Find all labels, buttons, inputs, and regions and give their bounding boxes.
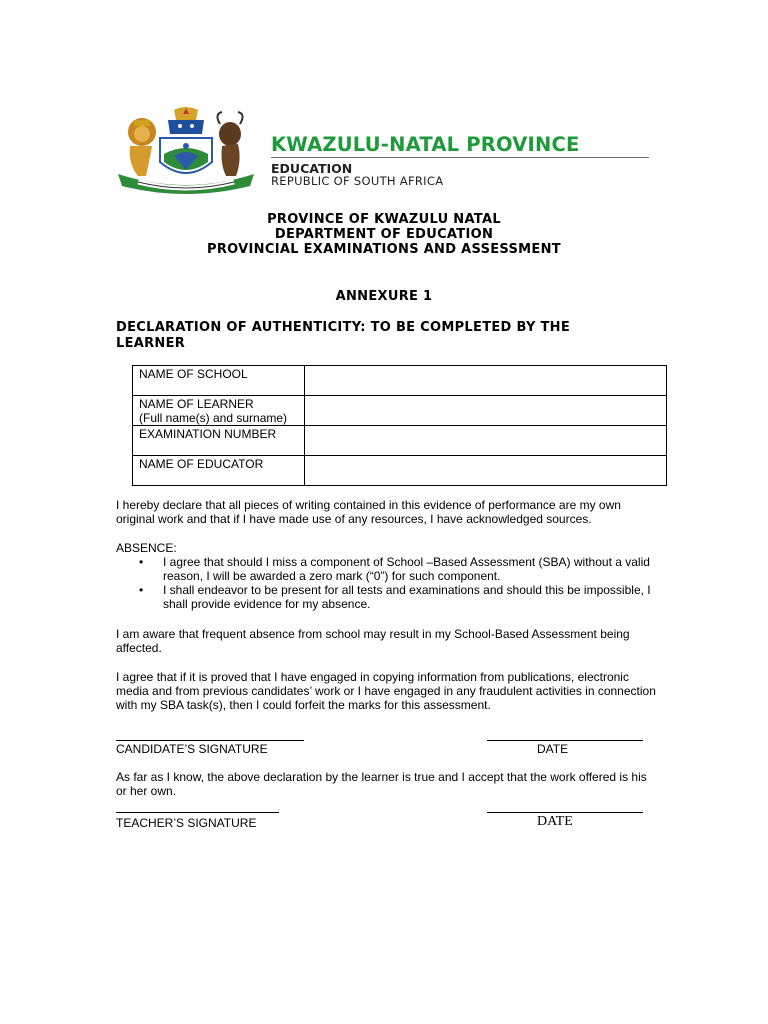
learner-name-sublabel: (Full name(s) and surname) <box>139 411 288 425</box>
heading-province: PROVINCE OF KWAZULU NATAL <box>267 212 501 227</box>
educator-name-label: NAME OF EDUCATOR <box>133 456 305 486</box>
exam-number-label: EXAMINATION NUMBER <box>133 426 305 456</box>
candidate-signature-label: CANDIDATE’S SIGNATURE <box>116 742 268 756</box>
list-item: • I agree that should I miss a component of School –Based Assessment (SBA) without a valid reason, I will be awarded a zero mark (“0”) for such component. <box>139 555 650 583</box>
teacher-signature-label: TEACHER’S SIGNATURE <box>116 816 257 830</box>
table-row <box>133 426 667 456</box>
teacher-date-line[interactable] <box>487 812 643 813</box>
absence-heading: ABSENCE: <box>116 541 177 555</box>
candidate-signature-line[interactable] <box>116 740 304 741</box>
table-row <box>133 396 667 426</box>
declaration-paragraph: I hereby declare that all pieces of writing contained in this evidence of performance are my own original work and that if I have made use of any resources, I have acknowledged sources. <box>116 498 621 526</box>
bullet-icon: • <box>139 583 144 597</box>
exam-number-field[interactable] <box>305 426 667 456</box>
school-name-label: NAME OF SCHOOL <box>133 366 305 396</box>
learner-info-table <box>132 365 667 486</box>
copying-paragraph: I agree that if it is proved that I have engaged in copying information from publications, electronic media and from previous candidates’ work or I have engaged in any fraudulent activities in connection with my SBA task(s), then I could forfeit the marks for this assessment. <box>116 670 656 712</box>
absence-list <box>116 555 656 611</box>
table-row <box>133 366 667 396</box>
candidate-date-label: DATE <box>537 742 569 756</box>
declaration-title: DECLARATION OF AUTHENTICITY: TO BE COMPLETED BY THE LEARNER <box>116 320 571 351</box>
heading-department: DEPARTMENT OF EDUCATION <box>274 227 494 242</box>
list-item: • I shall endeavor to be present for all tests and examinations and should this be impossible, I shall provide evidence for my absence. <box>139 583 651 611</box>
learner-name-label: NAME OF LEARNER (Full name(s) and surname) <box>133 396 305 426</box>
country-logo-text: REPUBLIC OF SOUTH AFRICA <box>271 174 444 188</box>
annexure-title: ANNEXURE 1 <box>335 289 433 304</box>
table-row <box>133 456 667 486</box>
coat-of-arms-icon <box>116 102 256 196</box>
bullet-icon: • <box>139 555 144 569</box>
absence-awareness-paragraph: I am aware that frequent absence from school may result in my School-Based Assessment being affected. <box>116 627 630 655</box>
teacher-statement-paragraph: As far as I know, the above declaration by the learner is true and I accept that the work offered is his or her own. <box>116 770 647 798</box>
department-logo-text: EDUCATION <box>271 161 353 176</box>
school-name-field[interactable] <box>305 366 667 396</box>
teacher-signature-line[interactable] <box>116 812 279 813</box>
logo-divider <box>271 157 649 158</box>
teacher-date-label: DATE <box>537 814 573 829</box>
heading-examinations: PROVINCIAL EXAMINATIONS AND ASSESSMENT <box>207 242 561 257</box>
learner-name-field[interactable] <box>305 396 667 426</box>
candidate-date-line[interactable] <box>487 740 643 741</box>
educator-name-field[interactable] <box>305 456 667 486</box>
province-logo-text: KWAZULU-NATAL PROVINCE <box>271 133 580 156</box>
